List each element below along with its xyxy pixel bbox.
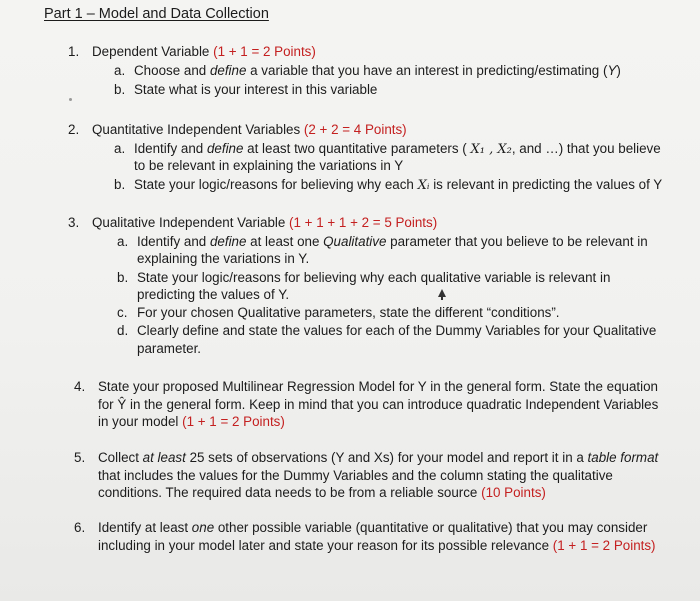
variable-symbol: Y xyxy=(607,63,617,78)
item-emphasis: define xyxy=(209,234,247,249)
question-text: other possible variable (quantitative or qualitative) that you may consider xyxy=(214,520,648,535)
question-text: State your proposed Multilinear Regression Model for Y in the general form. State the equation xyxy=(98,379,659,394)
item-label: d. xyxy=(117,323,129,338)
question-text: Qualitative Independent Variable xyxy=(92,215,290,230)
question-2b xyxy=(114,176,662,194)
item-text: State what is your interest in this variable xyxy=(134,82,378,97)
question-4-line-2: for Ŷ in the general form. Keep in mind that you can introduce quadratic Independent Variables xyxy=(98,397,659,412)
question-text: 25 sets of observations (Y and Xs) for your model and report it in a xyxy=(185,450,588,465)
question-3a xyxy=(117,233,648,250)
question-text: including in your model later and state your reason for its possible relevance xyxy=(98,538,553,553)
item-label: b. xyxy=(114,177,126,192)
points-label: (10 Points) xyxy=(481,485,546,500)
question-5-line-2: that includes the values for the Dummy Variables and the column stating the qualitative xyxy=(98,468,613,483)
item-emphasis: define xyxy=(209,63,247,78)
question-2 xyxy=(68,121,407,138)
item-label: b. xyxy=(114,82,126,97)
item-text: a variable that you have an interest in predicting/estimating ( xyxy=(246,63,608,78)
question-3b xyxy=(117,269,610,286)
question-5-line-3 xyxy=(98,484,546,501)
question-6-line-2 xyxy=(98,537,656,554)
item-text: Choose and xyxy=(134,63,210,78)
item-emphasis: table format xyxy=(587,450,659,465)
item-text: , and …) that you believe xyxy=(511,141,661,156)
question-3a-continued: explaining the variations in Y. xyxy=(137,251,310,266)
question-6 xyxy=(74,519,647,536)
item-text: Clearly define and state the values for each of the Dummy Variables for your Qualitative xyxy=(137,323,657,338)
question-3c xyxy=(117,304,560,321)
question-text: Dependent Variable xyxy=(92,44,214,59)
speck-mark xyxy=(69,98,72,101)
item-text: ) xyxy=(616,63,621,78)
item-label: a. xyxy=(114,141,126,156)
item-label: c. xyxy=(117,305,128,320)
points-label: (1 + 1 = 2 Points) xyxy=(552,538,656,553)
item-text: Identify and xyxy=(134,141,207,156)
question-4-line-3 xyxy=(98,413,285,430)
item-label: a. xyxy=(117,234,129,249)
question-number: 1. xyxy=(68,44,80,59)
item-text: parameter that you believe to be relevant in xyxy=(386,234,648,249)
question-4 xyxy=(74,378,658,395)
question-3d-continued: parameter. xyxy=(137,341,202,356)
item-text: at least two quantitative parameters ( xyxy=(243,141,471,156)
variable-symbol: Xᵢ xyxy=(417,178,430,193)
mouse-pointer-icon xyxy=(438,289,446,297)
question-number: 2. xyxy=(68,122,80,137)
question-1a xyxy=(114,62,621,79)
question-number: 6. xyxy=(74,520,86,535)
points-label: (1 + 1 + 1 + 2 = 5 Points) xyxy=(289,215,438,230)
item-text: is relevant in predicting the values of Y xyxy=(429,177,663,192)
question-text: Identify at least xyxy=(98,520,192,535)
question-3d xyxy=(117,322,656,339)
question-2a xyxy=(114,140,661,158)
question-text: Quantitative Independent Variables xyxy=(92,122,304,137)
points-label: (1 + 1 = 2 Points) xyxy=(182,414,285,429)
page-title: Part 1 – Model and Data Collection xyxy=(44,6,269,22)
item-emphasis: define xyxy=(206,141,244,156)
item-text: at least one xyxy=(246,234,324,249)
question-number: 4. xyxy=(74,379,86,394)
points-label: (2 + 2 = 4 Points) xyxy=(303,122,407,137)
question-number: 5. xyxy=(74,450,86,465)
question-1 xyxy=(68,43,316,60)
item-text: State your logic/reasons for believing why each xyxy=(134,177,418,192)
item-label: b. xyxy=(117,270,129,285)
question-3 xyxy=(68,214,437,231)
question-text: Collect xyxy=(98,450,143,465)
question-5 xyxy=(74,449,658,466)
item-text: Identify and xyxy=(137,234,210,249)
item-emphasis: Qualitative xyxy=(323,234,387,249)
question-text: in your model xyxy=(98,414,183,429)
question-1b xyxy=(114,81,377,98)
item-emphasis: at least xyxy=(142,450,186,465)
question-text: conditions. The required data needs to be from a reliable source xyxy=(98,485,482,500)
item-emphasis: one xyxy=(191,520,215,535)
variable-symbols: X₁ , X₂ xyxy=(470,142,512,157)
item-text: For your chosen Qualitative parameters, state the different “conditions”. xyxy=(137,305,560,320)
question-3b-continued: predicting the values of Y. xyxy=(137,287,290,302)
item-text: State your logic/reasons for believing why each qualitative variable is relevant in xyxy=(137,270,611,285)
points-label: (1 + 1 = 2 Points) xyxy=(213,44,316,59)
question-number: 3. xyxy=(68,215,80,230)
item-label: a. xyxy=(114,63,126,78)
question-2a-continued: to be relevant in explaining the variations in Y xyxy=(134,158,404,173)
